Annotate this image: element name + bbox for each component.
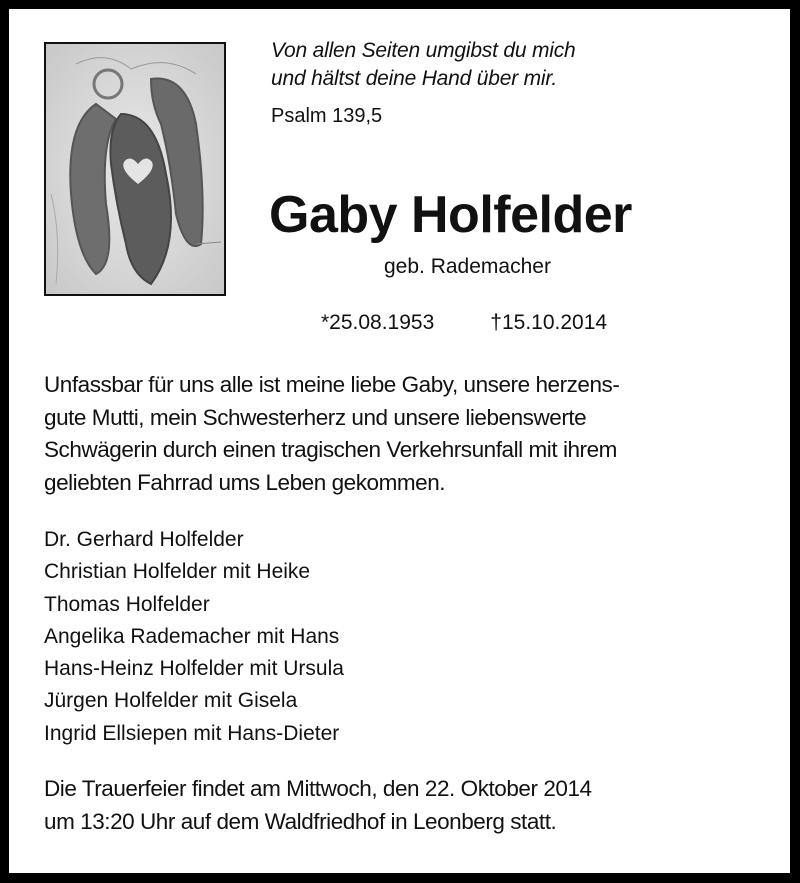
bible-quote [271,37,576,93]
mourner: Dr. Gerhard Holfelder [44,528,244,551]
life-dates [321,311,607,335]
quote-source: Psalm 139,5 [271,105,383,127]
message-line: Unfassbar für uns alle ist meine liebe Gaby, unsere herzens- [44,372,620,397]
deceased-name: Gaby Holfelder [269,186,632,244]
birth-name: geb. Rademacher [384,255,551,278]
message-line: geliebten Fahrrad ums Leben gekommen. [44,469,446,495]
funeral-line: Die Trauerfeier findet am Mittwoch, den 22. Oktober 2014 [44,776,592,801]
quote-line: Von allen Seiten umgibst du mich [271,39,576,62]
mourner: Thomas Holfelder [44,592,210,616]
angel-drawing-image [44,42,226,296]
mourner: Jürgen Holfelder mit Gisela [44,689,298,713]
obituary-card [9,9,790,873]
death-date: †15.10.2014 [490,311,608,334]
birth-date: *25.08.1953 [321,311,435,334]
message-line: Schwägerin durch einen tragischen Verkehrsunfall mit ihrem [44,437,617,462]
obituary-message [44,369,619,499]
mourner: Christian Holfelder mit Heike [44,560,311,584]
mourner: Ingrid Ellsiepen mit Hans-Dieter [44,721,340,745]
mourner: Hans-Heinz Holfelder mit Ursula [44,657,344,681]
angel-drawing-icon [46,44,224,294]
funeral-notice [44,773,592,838]
funeral-line: um 13:20 Uhr auf dem Waldfriedhof in Leonberg statt. [44,808,557,834]
mourner: Angelika Rademacher mit Hans [44,624,340,648]
message-line: gute Mutti, mein Schwesterherz und unsere liebenswerte [44,404,587,430]
mourners-list [44,524,344,750]
quote-line: und hältst deine Hand über mir. [271,67,558,90]
